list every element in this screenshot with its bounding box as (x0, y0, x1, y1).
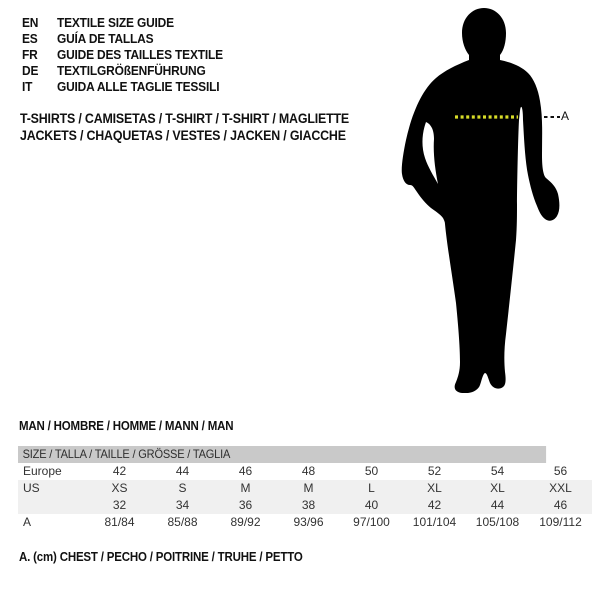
language-label: GUIDA ALLE TAGLIE TESSILI (56, 79, 220, 94)
table-cell: 101/104 (412, 515, 457, 529)
table-cell: XL (427, 481, 442, 495)
language-label: GUIDE DES TAILLES TEXTILE (56, 47, 223, 62)
table-cell: XXL (549, 481, 572, 495)
table-cell: 46 (553, 498, 568, 512)
table-cell: 85/88 (167, 515, 198, 529)
measure-label-a: A (561, 109, 570, 123)
garment-line-tshirts: T-SHIRTS / CAMISETAS / T-SHIRT / T-SHIRT / MAGLIETTE (20, 111, 350, 126)
man-silhouette (400, 8, 570, 393)
table-cell: 89/92 (230, 515, 261, 529)
row-label: Europe (23, 464, 62, 478)
row-label: A (23, 515, 32, 529)
table-cell: L (368, 481, 375, 495)
section-title-man: MAN / HOMBRE / HOMME / MANN / MAN (19, 419, 234, 433)
table-cell: 109/112 (539, 515, 582, 529)
table-cell: M (303, 481, 314, 495)
table-cell: 36 (238, 498, 253, 512)
table-cell: 97/100 (353, 515, 390, 529)
footnote-chest: A. (cm) CHEST / PECHO / POITRINE / TRUHE / PETTO (19, 550, 303, 564)
table-cell: 105/108 (475, 515, 520, 529)
table-cell: 56 (553, 464, 568, 478)
table-cell: 34 (175, 498, 190, 512)
language-label: GUÍA DE TALLAS (56, 31, 154, 46)
table-cell: 44 (490, 498, 505, 512)
table-cell: 52 (427, 464, 442, 478)
row-label (18, 497, 88, 514)
language-code: FR (22, 47, 38, 62)
garment-headings (20, 110, 378, 144)
table-cell: 93/96 (293, 515, 324, 529)
language-row-en (22, 15, 223, 31)
table-cell: S (178, 481, 187, 495)
table-cell: 32 (112, 498, 127, 512)
language-row-es (22, 31, 223, 47)
table-cell: 40 (364, 498, 379, 512)
table-cell: XS (111, 481, 128, 495)
language-label: TEXTILGRÖßENFÜHRUNG (56, 63, 206, 78)
table-cell: 54 (490, 464, 505, 478)
table-cell: 38 (301, 498, 316, 512)
language-label: TEXTILE SIZE GUIDE (56, 15, 174, 30)
table-cell: 81/84 (104, 515, 135, 529)
language-code: IT (22, 79, 33, 94)
table-cell: 44 (175, 464, 190, 478)
language-row-de (22, 63, 223, 79)
language-code: DE (22, 63, 39, 78)
language-row-it (22, 79, 223, 95)
language-list (22, 15, 240, 95)
language-row-fr (22, 47, 223, 63)
table-row-numeric (18, 497, 592, 514)
row-label: US (23, 481, 40, 495)
man-silhouette-shape (402, 8, 560, 393)
table-cell: 42 (427, 498, 442, 512)
table-cell: 50 (364, 464, 379, 478)
table-cell: 48 (301, 464, 316, 478)
table-cell: XL (490, 481, 505, 495)
language-code: EN (22, 15, 39, 30)
garment-line-jackets: JACKETS / CHAQUETAS / VESTES / JACKEN / GIACCHE (20, 128, 346, 143)
size-table-header: SIZE / TALLA / TAILLE / GRÖSSE / TAGLIA (18, 446, 546, 463)
table-row-chest (18, 514, 592, 531)
language-code: ES (22, 31, 38, 46)
table-cell: M (240, 481, 251, 495)
table-row-europe (18, 463, 592, 480)
table-cell: 46 (238, 464, 253, 478)
table-row-us (18, 480, 592, 497)
size-table (18, 446, 592, 531)
table-cell: 42 (112, 464, 127, 478)
